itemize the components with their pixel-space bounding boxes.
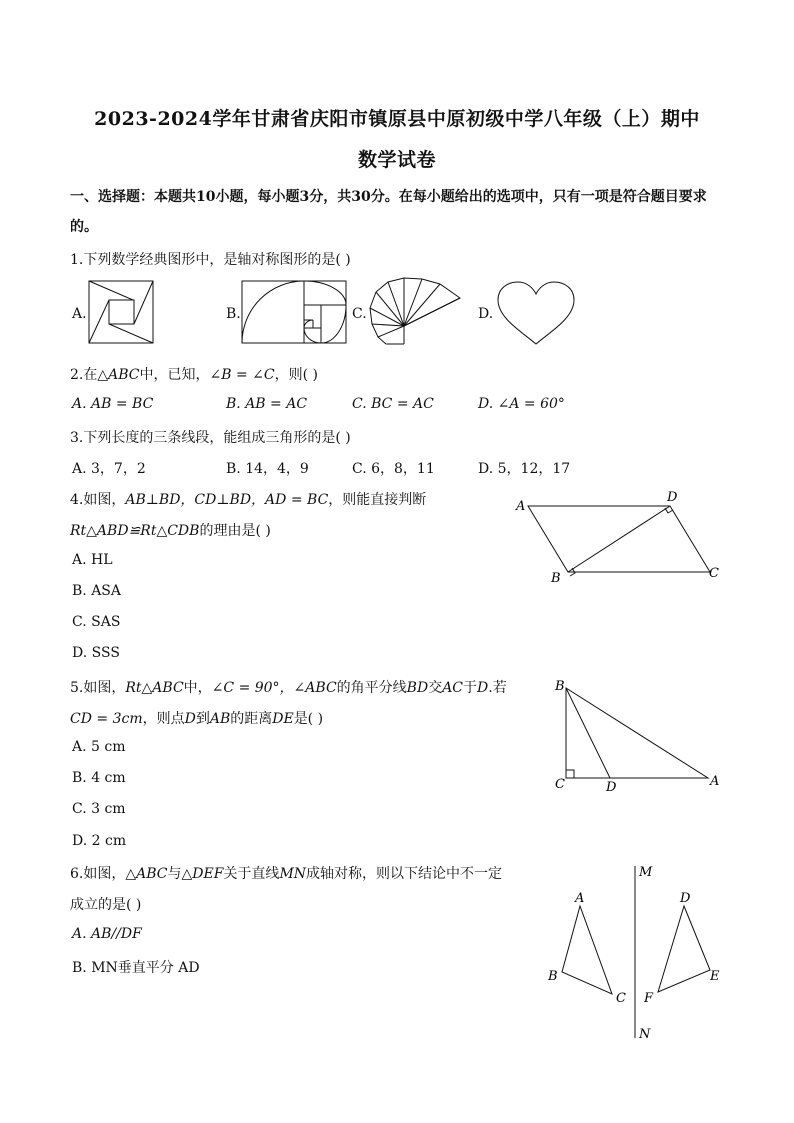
- q4-stem-part: 4.如图，: [70, 492, 126, 508]
- q4-stem-math: AB⊥BD，CD⊥BD，AD = BC: [125, 492, 329, 508]
- q4-figure-parallelogram: [510, 488, 725, 588]
- q6-label-e: E: [710, 969, 720, 984]
- q5-stem-math: BD: [406, 680, 429, 696]
- q6-stem-math: △ABC: [125, 866, 168, 882]
- q1-figure-d-heart: [494, 280, 578, 346]
- q4-label-d: D: [667, 490, 678, 505]
- q1-stem: 1.下列数学经典图形中，是轴对称图形的是( ): [70, 252, 351, 268]
- q6-stem-line1: [70, 863, 502, 883]
- q2-option-b: B. AB = AC: [226, 396, 308, 412]
- q5-stem-math: ∠C = 90°，∠ABC: [211, 680, 337, 696]
- q5-figure-right-triangle: [548, 674, 728, 796]
- q6-label-b: B: [548, 969, 558, 984]
- q4-label-a: A: [516, 499, 526, 514]
- q6-stem-part: 关于直线: [223, 866, 280, 882]
- q2-option-c: C. BC = AC: [352, 396, 434, 412]
- paper-title-line1: 2023-2024学年甘肃省庆阳市镇原县中原初级中学八年级（上）期中: [94, 108, 700, 130]
- paper-title-line2: 数学试卷: [357, 149, 436, 171]
- q4-option-a: A. HL: [72, 552, 113, 568]
- q5-stem-part: 到: [195, 711, 210, 727]
- q3-option-b: B. 14，4，9: [226, 461, 309, 477]
- q2-stem-part: 2.在: [70, 367, 98, 383]
- q6-label-c: C: [616, 991, 626, 1006]
- q5-stem-part: 交: [428, 680, 443, 696]
- q5-stem-part: 的距离: [230, 711, 273, 727]
- q5-label-a: A: [710, 774, 720, 789]
- q2-stem: [70, 364, 318, 384]
- section-intro-line2: 的。: [70, 219, 98, 235]
- q5-stem-part: 的角平分线: [336, 680, 407, 696]
- q6-stem-math: MN: [279, 866, 307, 882]
- q6-option-b: B. MN垂直平分 AD: [72, 960, 200, 976]
- q5-option-c: C. 3 cm: [72, 801, 126, 817]
- q1-option-b-label: B.: [226, 306, 241, 322]
- q2-stem-condition: ∠B = ∠C: [209, 367, 275, 383]
- q4-option-c: C. SAS: [72, 614, 121, 630]
- q6-stem-math: △DEF: [181, 866, 224, 882]
- q1-option-a-label: A.: [72, 306, 87, 322]
- q4-option-d: D. SSS: [72, 645, 120, 661]
- section-intro-line1: 一、选择题：本题共10小题，每小题3分，共30分。在每小题给出的选项中，只有一项是符合题目要求: [70, 189, 707, 205]
- q4-label-b: B: [551, 571, 561, 586]
- q5-option-b: B. 4 cm: [72, 770, 126, 786]
- q4-label-c: C: [709, 566, 719, 581]
- q6-label-m: M: [639, 865, 653, 880]
- q4-option-b: B. ASA: [72, 583, 121, 599]
- q5-label-d: D: [606, 780, 617, 795]
- q4-stem-math: Rt△ABD≌Rt△CDB: [70, 523, 200, 539]
- q3-option-c: C. 6，8，11: [352, 461, 435, 477]
- q6-stem-line2: 成立的是( ): [70, 897, 142, 913]
- q3-option-d: D. 5，12，17: [478, 461, 571, 477]
- q5-stem-math: D: [477, 680, 489, 696]
- q1-figure-b: [241, 280, 349, 346]
- q6-label-f: F: [644, 991, 654, 1006]
- q5-stem-math: AB: [209, 711, 231, 727]
- q5-stem-line1: [70, 677, 507, 697]
- q1-figure-c: [366, 276, 464, 348]
- q2-option-a: A. AB = BC: [72, 396, 154, 412]
- q5-label-b: B: [555, 679, 565, 694]
- q5-stem-line2: [70, 708, 323, 728]
- q3-stem: 3.下列长度的三条线段，能组成三角形的是( ): [70, 430, 351, 446]
- q6-figure-symmetry: [538, 860, 738, 1042]
- q6-label-n: N: [639, 1027, 651, 1042]
- q5-stem-math: CD = 3cm: [70, 711, 143, 727]
- q5-stem-part: .若: [488, 680, 507, 696]
- q6-option-a: A. AB//DF: [72, 926, 142, 942]
- q6-label-d: D: [680, 891, 691, 906]
- q5-stem-math: Rt△ABC: [125, 680, 184, 696]
- q2-stem-part: ，则( ): [274, 367, 318, 383]
- q5-stem-part: ，则点: [142, 711, 185, 727]
- q6-label-a: A: [575, 891, 585, 906]
- q3-option-a: A. 3，7，2: [72, 461, 146, 477]
- q5-stem-part: 5.如图，: [70, 680, 126, 696]
- q5-label-c: C: [555, 777, 565, 792]
- q5-stem-part: 是( ): [293, 711, 324, 727]
- q2-option-d: D. ∠A = 60°: [478, 396, 565, 412]
- q2-stem-part: 中，已知，: [139, 367, 210, 383]
- q5-stem-math: AC: [442, 680, 464, 696]
- q1-option-c-label: C.: [352, 306, 367, 322]
- q1-option-d-label: D.: [478, 306, 494, 322]
- q5-stem-part: 于: [463, 680, 478, 696]
- q5-stem-part: 中，: [183, 680, 212, 696]
- q1-figure-a: [88, 280, 156, 346]
- q5-option-d: D. 2 cm: [72, 833, 127, 849]
- q5-stem-math: D: [184, 711, 196, 727]
- q2-stem-triangle: △ABC: [97, 367, 140, 383]
- q5-stem-math: DE: [272, 711, 294, 727]
- q4-stem-part: ，则能直接判断: [328, 492, 427, 508]
- q4-stem-line1: [70, 489, 426, 509]
- q4-stem-part: 的理由是( ): [199, 523, 271, 539]
- q6-stem-part: 与: [167, 866, 182, 882]
- q6-stem-part: 6.如图，: [70, 866, 126, 882]
- q6-stem-part: 成轴对称，则以下结论中不一定: [306, 866, 503, 882]
- q5-option-a: A. 5 cm: [72, 739, 126, 755]
- q4-stem-line2: [70, 520, 271, 540]
